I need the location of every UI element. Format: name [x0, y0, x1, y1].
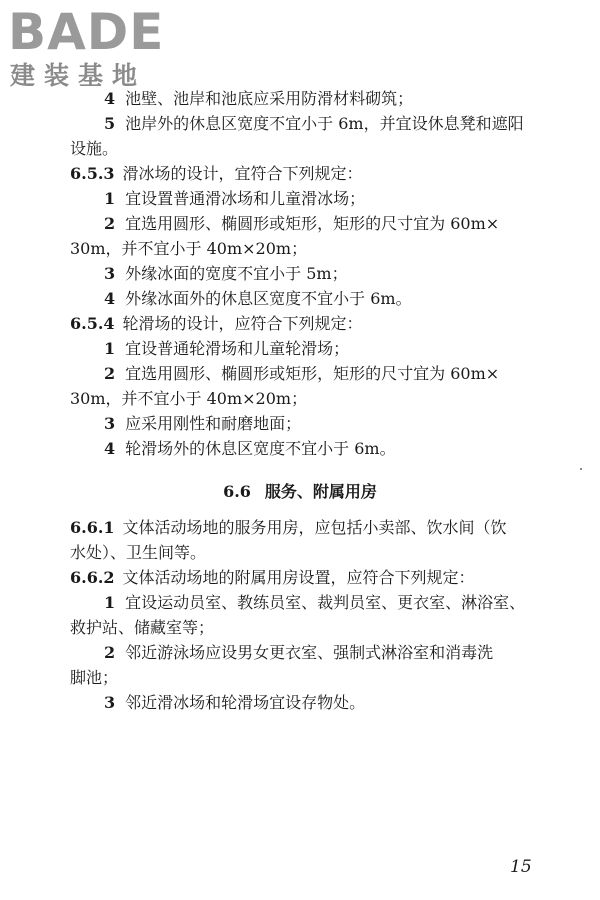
- item-text: 宜设运动员室、教练员室、裁判员室、更衣室、淋浴室、: [125, 593, 526, 612]
- text-line: [70, 388, 307, 410]
- item-number: 3: [104, 264, 116, 283]
- clause-number: 6.6.2: [70, 568, 115, 587]
- text-line: [70, 138, 118, 160]
- item-number: 1: [104, 189, 116, 208]
- text-line: [70, 238, 307, 260]
- item-text: 轮滑场外的休息区宽度不宜小于 6m。: [125, 439, 396, 458]
- item-number: 2: [104, 643, 116, 662]
- item-number: 4: [104, 289, 116, 308]
- scan-speck: [580, 468, 582, 470]
- clause-line: [70, 163, 363, 185]
- logo-subtitle: 建装基地: [10, 61, 147, 90]
- section-number: 6.6: [223, 482, 251, 501]
- item-text: 宜设置普通滑冰场和儿童滑冰场；: [125, 189, 366, 208]
- item-text: 应采用刚性和耐磨地面；: [125, 414, 302, 433]
- text-line: [104, 263, 348, 285]
- clause-text: 滑冰场的设计，宜符合下列规定：: [122, 164, 363, 183]
- item-number: 3: [104, 414, 116, 433]
- item-text: 宜选用圆形、椭圆形或矩形，矩形的尺寸宜为 60m×: [125, 214, 500, 233]
- item-text: 池壁、池岸和池底应采用防滑材料砌筑；: [125, 89, 414, 108]
- item-text: 邻近游泳场应设男女更衣室、强制式淋浴室和消毒洗: [125, 643, 494, 662]
- text-line: [104, 692, 365, 714]
- text-line: [104, 438, 396, 460]
- text-line: [70, 667, 118, 689]
- section-title: 服务、附属用房: [264, 482, 377, 501]
- item-text: 30m，并不宜小于 40m×20m；: [70, 389, 308, 408]
- item-text: 水处）、卫生间等。: [70, 543, 207, 562]
- item-text: 脚池；: [70, 668, 119, 687]
- item-text: 邻近滑冰场和轮滑场宜设存物处。: [125, 693, 366, 712]
- clause-text: 轮滑场的设计，应符合下列规定：: [122, 314, 363, 333]
- text-line: [104, 188, 365, 210]
- item-text: 外缘冰面的宽度不宜小于 5m；: [125, 264, 348, 283]
- clause-number: 6.5.3: [70, 164, 115, 183]
- item-text: 30m，并不宜小于 40m×20m；: [70, 239, 308, 258]
- text-line: [70, 617, 214, 639]
- item-number: 2: [104, 214, 116, 233]
- clause-line: [70, 313, 363, 335]
- watermark-logo: [8, 3, 178, 92]
- item-number: 5: [104, 114, 116, 133]
- item-text: 池岸外的休息区宽度不宜小于 6m，并宜设休息凳和遮阳: [125, 114, 524, 133]
- item-number: 4: [104, 439, 116, 458]
- text-line: [104, 213, 499, 235]
- item-text: 外缘冰面外的休息区宽度不宜小于 6m。: [125, 289, 412, 308]
- clause-text: 文体活动场地的服务用房，应包括小卖部、饮水间（饮: [122, 518, 507, 537]
- clause-line: [70, 517, 507, 539]
- clause-number: 6.6.1: [70, 518, 115, 537]
- text-line: [104, 363, 499, 385]
- item-number: 1: [104, 593, 116, 612]
- item-text: 宜选用圆形、椭圆形或矩形，矩形的尺寸宜为 60m×: [125, 364, 500, 383]
- page-number: 15: [510, 857, 532, 877]
- text-line: [104, 338, 349, 360]
- logo-wordmark: BADE: [8, 3, 165, 61]
- clause-number: 6.5.4: [70, 314, 115, 333]
- item-text: 救护站、储藏室等；: [70, 618, 215, 637]
- text-line: [70, 542, 206, 564]
- text-line: [104, 88, 413, 110]
- text-line: [104, 413, 301, 435]
- item-number: 4: [104, 89, 116, 108]
- section-heading: [0, 481, 600, 503]
- text-line: [104, 288, 412, 310]
- item-text: 设施。: [70, 139, 119, 158]
- item-text: 宜设普通轮滑场和儿童轮滑场；: [125, 339, 350, 358]
- text-line: [104, 113, 524, 135]
- text-line: [104, 642, 493, 664]
- item-number: 2: [104, 364, 116, 383]
- clause-line: [70, 567, 475, 589]
- item-number: 3: [104, 693, 116, 712]
- clause-text: 文体活动场地的附属用房设置，应符合下列规定：: [122, 568, 475, 587]
- text-line: [104, 592, 525, 614]
- item-number: 1: [104, 339, 116, 358]
